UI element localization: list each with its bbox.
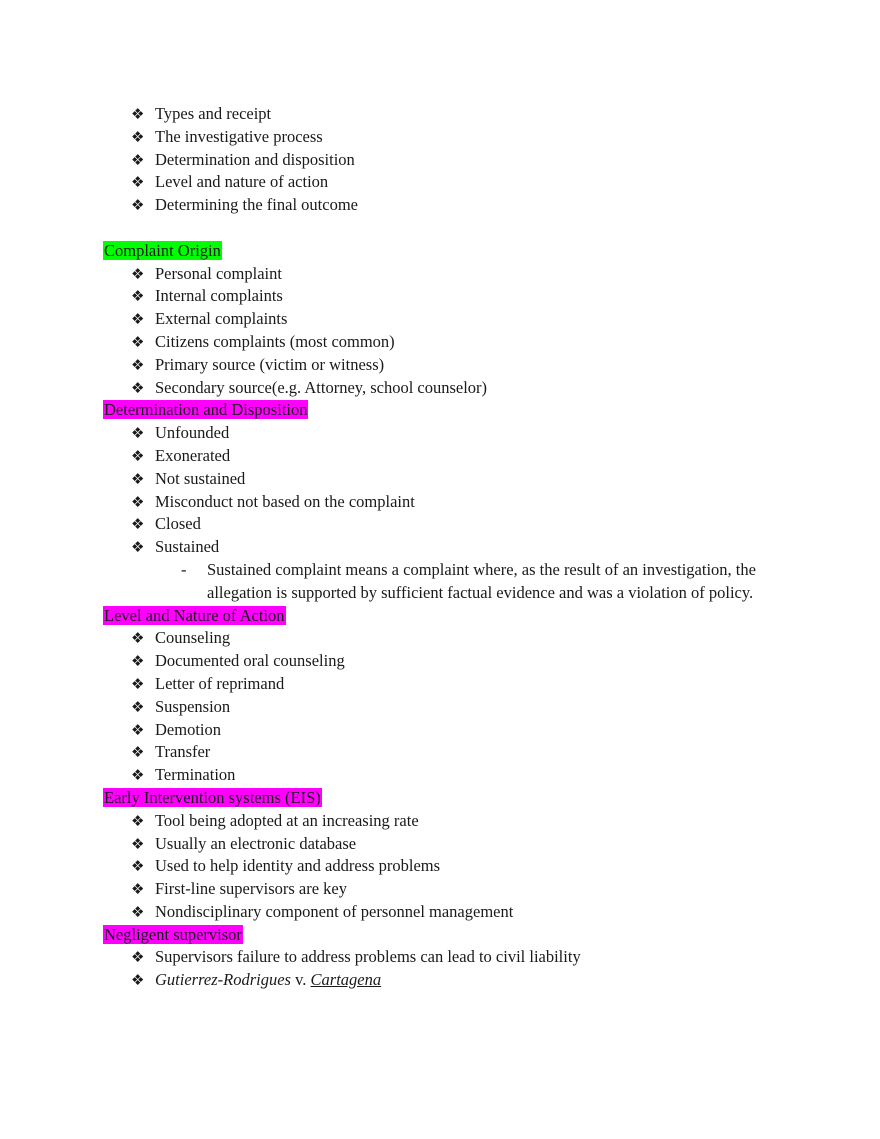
list-item: ❖ Usually an electronic database [103, 833, 783, 856]
list-item: ❖ Not sustained [103, 468, 783, 491]
list-item: ❖ Sustained [103, 536, 783, 559]
intro-list [103, 103, 783, 217]
bullet-icon: ❖ [131, 173, 145, 192]
case-versus: v. [290, 970, 311, 990]
list-item: ❖ Supervisors failure to address problems can lead to civil liability [103, 946, 783, 969]
list-item: ❖ Exonerated [103, 445, 783, 468]
list-item: ❖ Nondisciplinary component of personnel management [103, 901, 783, 924]
negligent-list [103, 946, 783, 992]
bullet-icon: ❖ [131, 310, 145, 329]
bullet-icon: ❖ [131, 469, 145, 488]
bullet-icon: ❖ [131, 674, 145, 693]
determination-list [103, 422, 783, 604]
bullet-icon: ❖ [131, 652, 145, 671]
list-item: ❖ Personal complaint [103, 263, 783, 286]
section-heading-level-action: Level and Nature of Action [104, 605, 285, 625]
bullet-icon: ❖ [131, 287, 145, 306]
bullet-icon: ❖ [131, 902, 145, 921]
bullet-icon: ❖ [131, 880, 145, 899]
bullet-icon: ❖ [131, 355, 145, 374]
list-item: ❖ Unfounded [103, 422, 783, 445]
bullet-icon: ❖ [131, 150, 145, 169]
list-item: ❖ Transfer [103, 741, 783, 764]
bullet-icon: ❖ [131, 538, 145, 557]
dash-marker: - [181, 559, 187, 579]
section-heading-negligent-supervisor: Negligent supervisor [104, 924, 242, 944]
list-item: ❖ Counseling [103, 627, 783, 650]
bullet-icon: ❖ [131, 378, 145, 397]
list-item: ❖ Letter of reprimand [103, 673, 783, 696]
list-item: ❖ Misconduct not based on the complaint [103, 491, 783, 514]
bullet-icon: ❖ [131, 948, 145, 967]
list-item: ❖ Used to help identity and address problems [103, 855, 783, 878]
bullet-icon: ❖ [131, 196, 145, 215]
notes-content [103, 103, 783, 992]
list-item: ❖ First-line supervisors are key [103, 878, 783, 901]
bullet-icon: ❖ [131, 743, 145, 762]
bullet-icon: ❖ [131, 629, 145, 648]
bullet-icon: ❖ [131, 834, 145, 853]
list-item: ❖ Internal complaints [103, 285, 783, 308]
bullet-icon: ❖ [131, 446, 145, 465]
list-item: ❖ Documented oral counseling [103, 650, 783, 673]
section-heading-complaint-origin: Complaint Origin [104, 240, 221, 260]
bullet-icon: ❖ [131, 697, 145, 716]
list-item: ❖ Termination [103, 764, 783, 787]
list-item: ❖ Suspension [103, 696, 783, 719]
sustained-definition: - Sustained complaint means a complaint where, as the result of an investigation, the allegation is supported by sufficient factual evidence and was a violation of policy. [181, 559, 756, 602]
level-action-list [103, 627, 783, 787]
list-item: ❖ Determination and disposition [103, 149, 783, 172]
list-item: ❖ The investigative process [103, 126, 783, 149]
bullet-icon: ❖ [131, 332, 145, 351]
list-item: ❖ External complaints [103, 308, 783, 331]
case-party-2: Cartagena [310, 970, 382, 990]
bullet-icon: ❖ [131, 971, 145, 990]
bullet-icon: ❖ [131, 515, 145, 534]
bullet-icon: ❖ [131, 720, 145, 739]
list-item: ❖ Primary source (victim or witness) [103, 354, 783, 377]
spacer [103, 217, 783, 240]
list-item: ❖ Tool being adopted at an increasing rate [103, 810, 783, 833]
bullet-icon: ❖ [131, 492, 145, 511]
bullet-icon: ❖ [131, 424, 145, 443]
bullet-icon: ❖ [131, 811, 145, 830]
bullet-icon: ❖ [131, 766, 145, 785]
section-heading-eis: Early Intervention systems (EIS) [104, 787, 321, 807]
list-item: ❖ Closed [103, 513, 783, 536]
bullet-icon: ❖ [131, 127, 145, 146]
list-item: ❖ Level and nature of action [103, 171, 783, 194]
case-citation [103, 969, 783, 992]
list-item: ❖ Citizens complaints (most common) [103, 331, 783, 354]
eis-list [103, 810, 783, 924]
case-party-1: Gutierrez-Rodrigues [155, 970, 291, 990]
bullet-icon: ❖ [131, 105, 145, 123]
list-item: ❖ Demotion [103, 719, 783, 742]
bullet-icon: ❖ [131, 857, 145, 876]
list-item: ❖ Types and receipt [103, 103, 783, 126]
section-heading-determination: Determination and Disposition [104, 400, 308, 420]
complaint-origin-list [103, 263, 783, 400]
bullet-icon: ❖ [131, 264, 145, 283]
list-item: ❖ Determining the final outcome [103, 194, 783, 217]
list-item: ❖ Secondary source(e.g. Attorney, school counselor) [103, 377, 783, 400]
